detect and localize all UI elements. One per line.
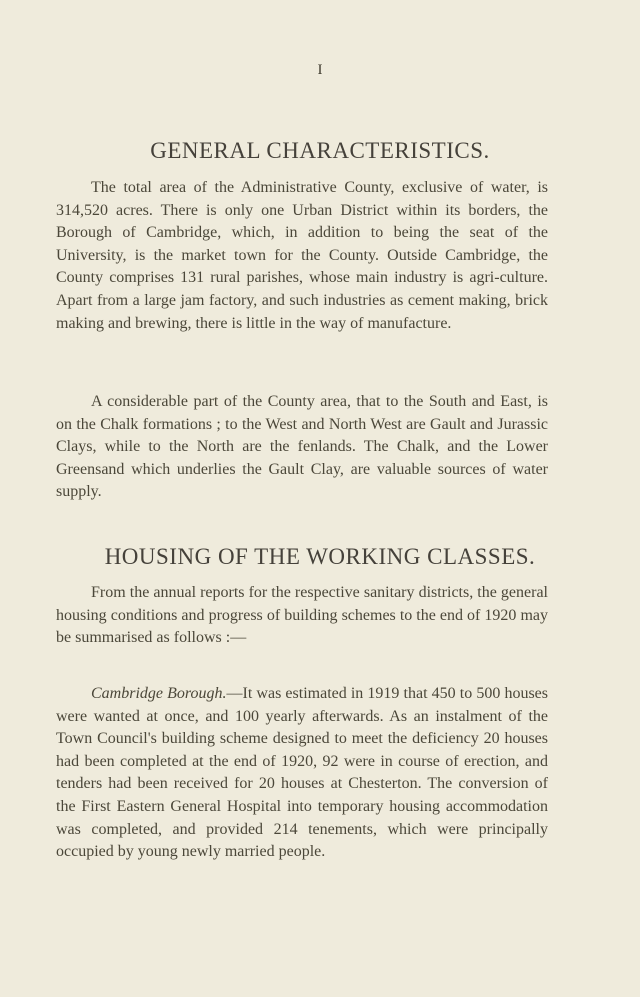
paragraph-geology: A considerable part of the County area, that to the South and East, is on the Chalk formations ; to the West and North West are Gault and Jurassic Clays, while to the North are the fenlands. The Chalk, and the Lower Greensand which underlies the Gault Clay, are valuable sources of water supply. xyxy=(56,393,548,501)
section-heading-housing: HOUSING OF THE WORKING CLASSES. xyxy=(104,544,536,569)
subsection-title: Cambridge Borough. xyxy=(91,685,227,702)
section-heading-general-characteristics: GENERAL CHARACTERISTICS. xyxy=(150,138,490,163)
paragraph-cambridge-borough xyxy=(56,683,548,864)
paragraph-housing-intro: From the annual reports for the respective sanitary districts, the general housing conditions and progress of building schemes to the end of 1920 may be summarised as follows :— xyxy=(56,584,548,647)
paragraph-county-area: The total area of the Administrative County, exclusive of water, is 314,520 acres. There is only one Urban District within its borders, the Borough of Cambridge, which, in addition to being the seat of the University, is the market town for the County. Outside Cambridge, the County comprises 131 rural parishes, whose main industry is agri-culture. Apart from a large jam factory, and such industries as cement making, brick making and brewing, there is little in the way of manufacture. xyxy=(56,179,548,332)
subsection-text: —It was estimated in 1919 that 450 to 500 houses were wanted at once, and 100 yearly afterwards. As an instalment of the Town Council's building scheme designed to meet the deficiency 20 houses had been completed at the end of 1920, 92 were in course of erection, and tenders had been received for 20 houses at Chesterton. The conversion of the First Eastern General Hospital into temporary housing accommodation was completed, and provided 214 tenements, which were principally occupied by young newly married people. xyxy=(56,685,549,861)
page-number: I xyxy=(317,62,323,78)
